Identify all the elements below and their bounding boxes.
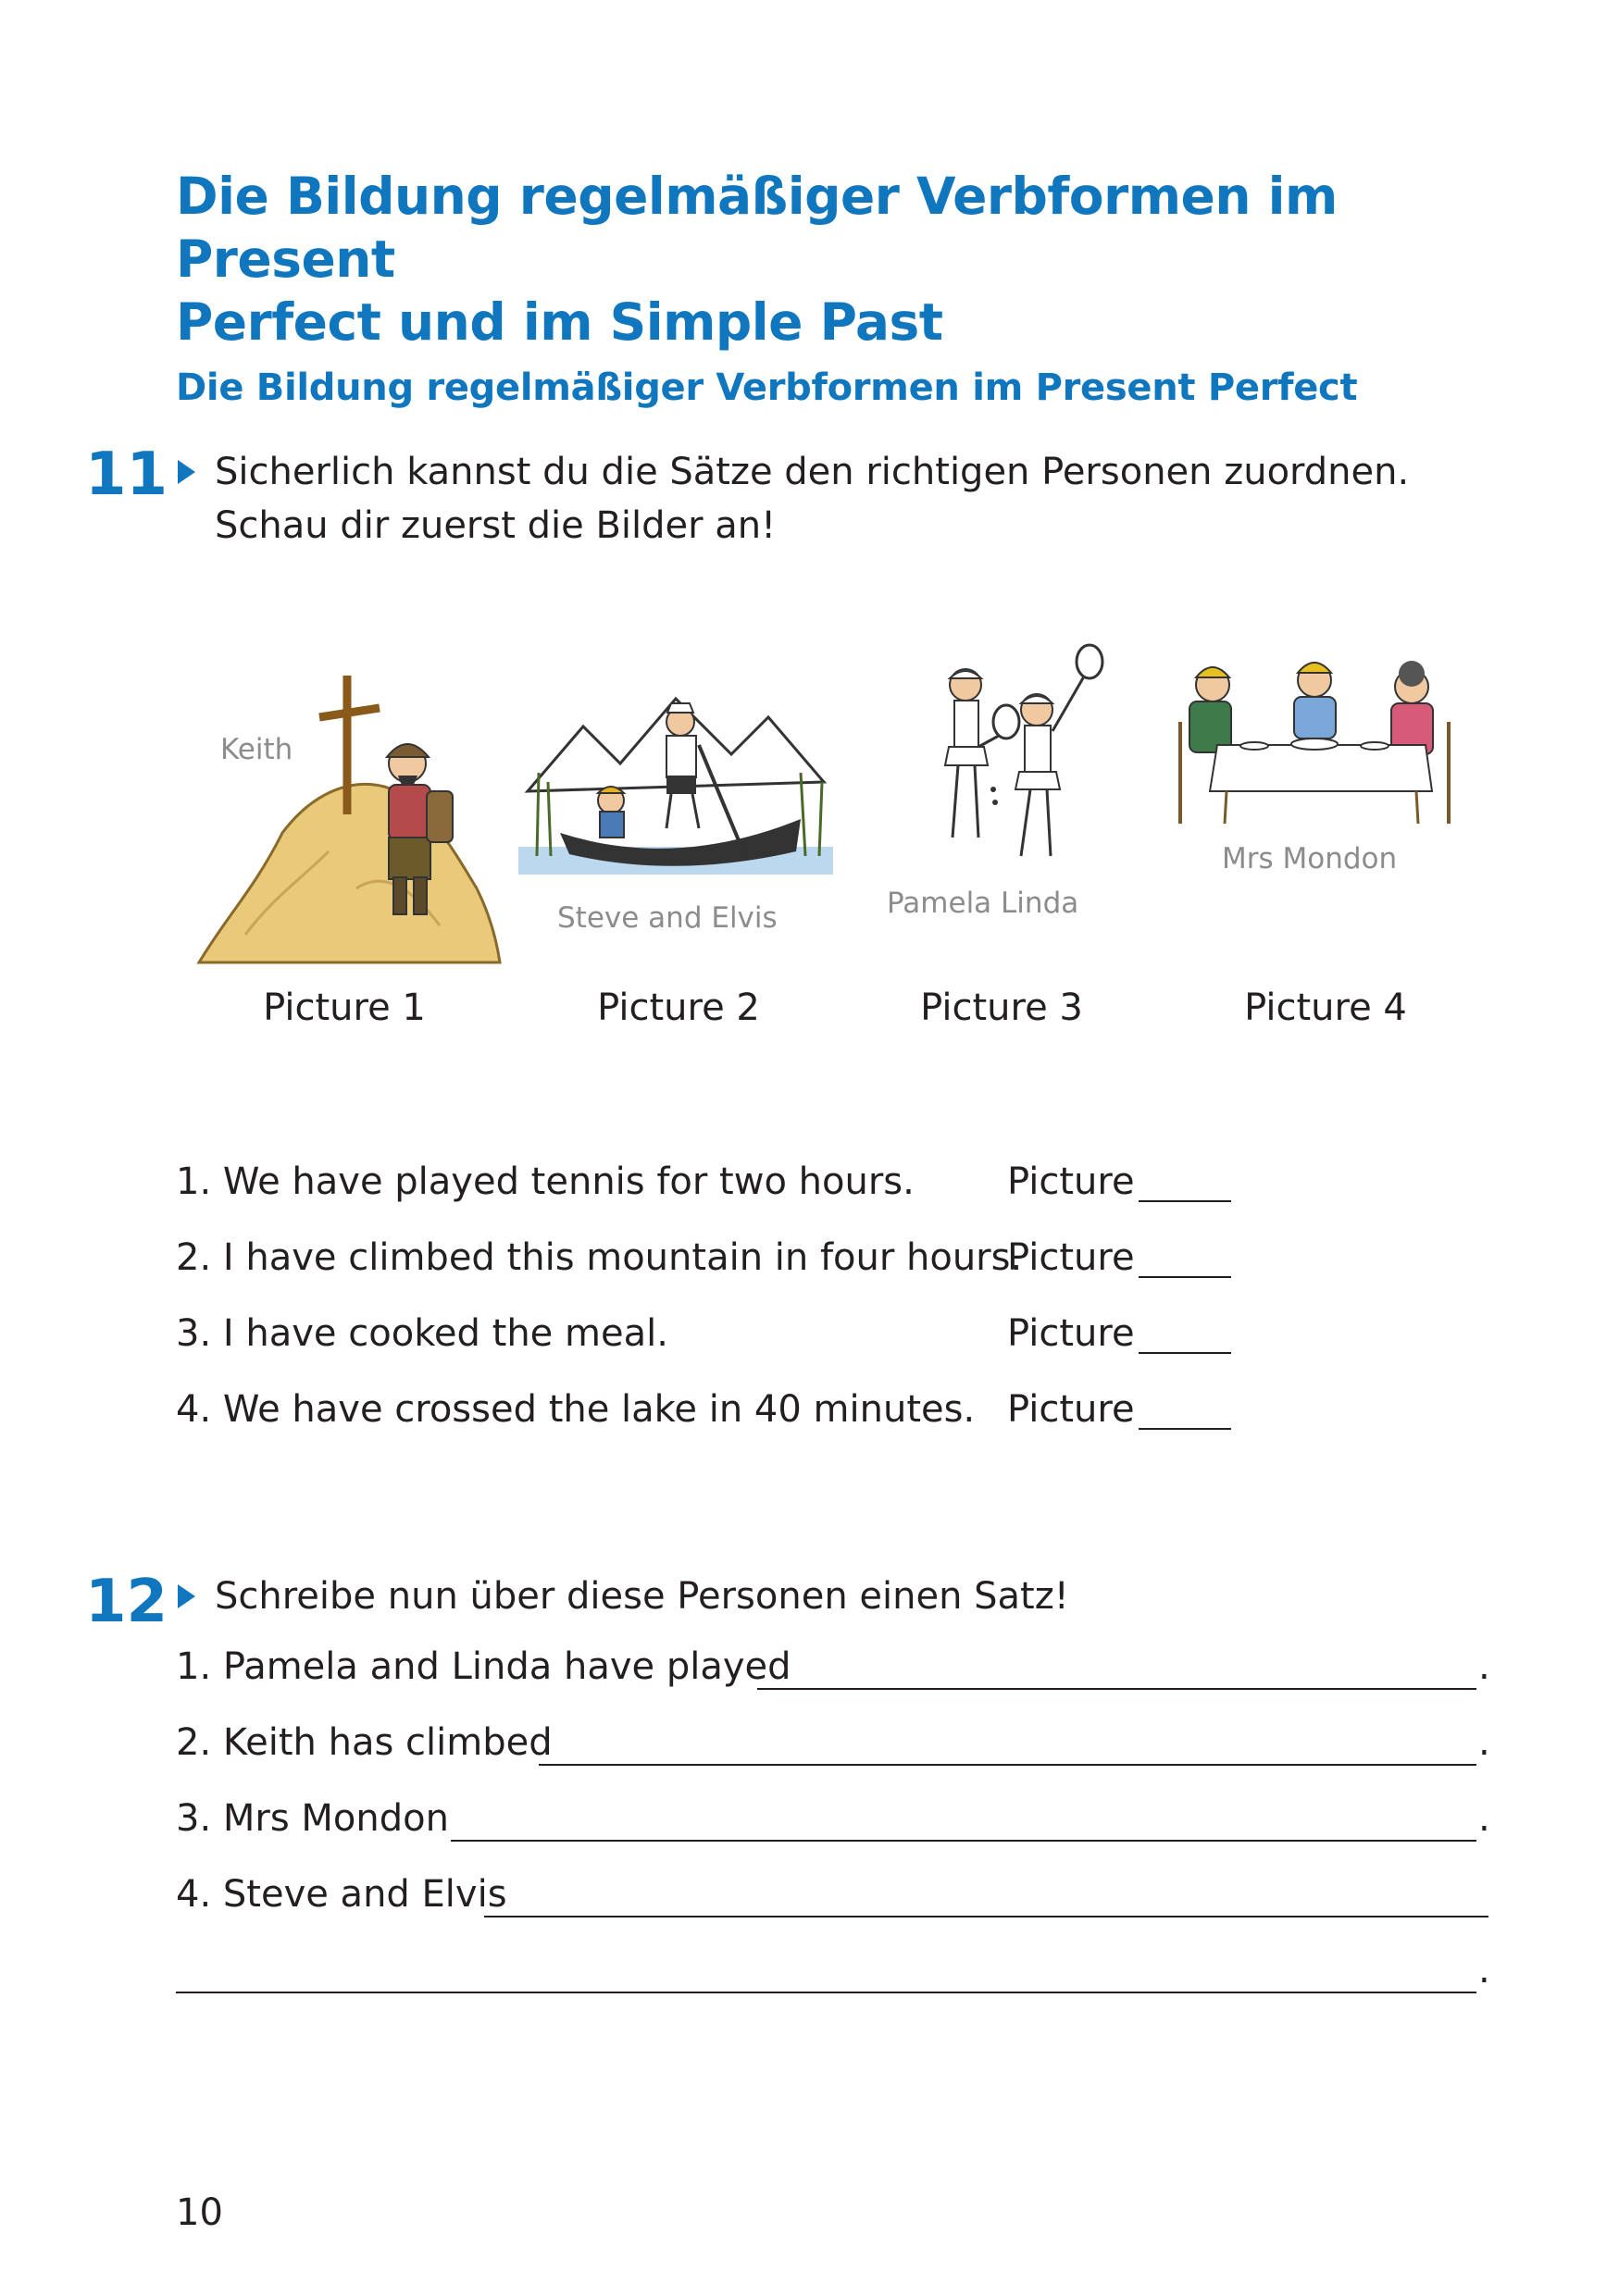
exercise-12-instruction: Schreibe nun über diese Personen einen Satz! bbox=[215, 1575, 1069, 1618]
matching-sentence-2: 2. I have climbed this mountain in four hours. bbox=[176, 1236, 1023, 1279]
instruction-line-2: Schau dir zuerst die Bilder an! bbox=[215, 504, 777, 547]
writing-prompt-3: 3. Mrs Mondon bbox=[176, 1797, 449, 1840]
writing-line-2[interactable] bbox=[539, 1764, 1476, 1766]
period-4: . bbox=[1478, 1949, 1490, 1992]
writing-prompt-1: 1. Pamela and Linda have played bbox=[176, 1645, 791, 1688]
answer-prefix-4: Picture bbox=[1007, 1388, 1135, 1431]
instruction-line-1: Sicherlich kannst du die Sätze den richtigen Personen zuordnen. bbox=[215, 451, 1410, 493]
tennis-players-illustration bbox=[921, 643, 1129, 875]
period-3: . bbox=[1478, 1797, 1490, 1840]
writing-line-3[interactable] bbox=[451, 1840, 1476, 1842]
answer-prefix-2: Picture bbox=[1007, 1236, 1135, 1279]
section-subtitle: Die Bildung regelmäßiger Verbformen im Present Perfect bbox=[176, 366, 1358, 409]
matching-sentence-3: 3. I have cooked the meal. bbox=[176, 1312, 668, 1355]
answer-blank-1[interactable] bbox=[1139, 1200, 1231, 1202]
page-number: 10 bbox=[176, 2191, 223, 2234]
mountain-climber-illustration bbox=[190, 657, 504, 972]
period-2: . bbox=[1478, 1721, 1490, 1764]
picture-1-label: Picture 1 bbox=[263, 987, 426, 1029]
picture-4-person-name: Mrs Mondon bbox=[1222, 842, 1398, 875]
writing-line-4-continuation[interactable] bbox=[176, 1992, 1476, 1993]
exercise-11-instruction bbox=[215, 445, 1409, 552]
page-title-line2: Perfect und im Simple Past bbox=[176, 292, 943, 352]
triangle-bullet-icon bbox=[178, 460, 195, 484]
matching-sentence-1: 1. We have played tennis for two hours. bbox=[176, 1160, 915, 1203]
answer-blank-3[interactable] bbox=[1139, 1352, 1231, 1354]
matching-sentence-4: 4. We have crossed the lake in 40 minutes. bbox=[176, 1388, 976, 1431]
picture-1-person-name: Keith bbox=[220, 733, 293, 766]
dinner-table-illustration bbox=[1162, 648, 1467, 833]
picture-3-person-names: Pamela Linda bbox=[887, 887, 1079, 920]
answer-blank-2[interactable] bbox=[1139, 1276, 1231, 1278]
answer-blank-4[interactable] bbox=[1139, 1428, 1231, 1430]
picture-3-label: Picture 3 bbox=[920, 987, 1083, 1029]
page-title-line1: Die Bildung regelmäßiger Verbformen im Present bbox=[176, 167, 1338, 289]
triangle-bullet-icon bbox=[178, 1584, 195, 1608]
writing-prompt-2: 2. Keith has climbed bbox=[176, 1721, 553, 1764]
answer-prefix-1: Picture bbox=[1007, 1160, 1135, 1203]
exercise-11-number: 11 bbox=[85, 441, 168, 509]
page-title bbox=[176, 165, 1472, 354]
picture-2-label: Picture 2 bbox=[597, 987, 760, 1029]
picture-4-label: Picture 4 bbox=[1244, 987, 1407, 1029]
writing-line-1[interactable] bbox=[757, 1688, 1476, 1690]
writing-line-4[interactable] bbox=[484, 1916, 1488, 1917]
boat-illustration bbox=[518, 671, 833, 893]
answer-prefix-3: Picture bbox=[1007, 1312, 1135, 1355]
period-1: . bbox=[1478, 1645, 1490, 1688]
exercise-12-number: 12 bbox=[85, 1568, 168, 1636]
writing-prompt-4: 4. Steve and Elvis bbox=[176, 1873, 507, 1916]
picture-2-person-name: Steve and Elvis bbox=[557, 901, 778, 935]
